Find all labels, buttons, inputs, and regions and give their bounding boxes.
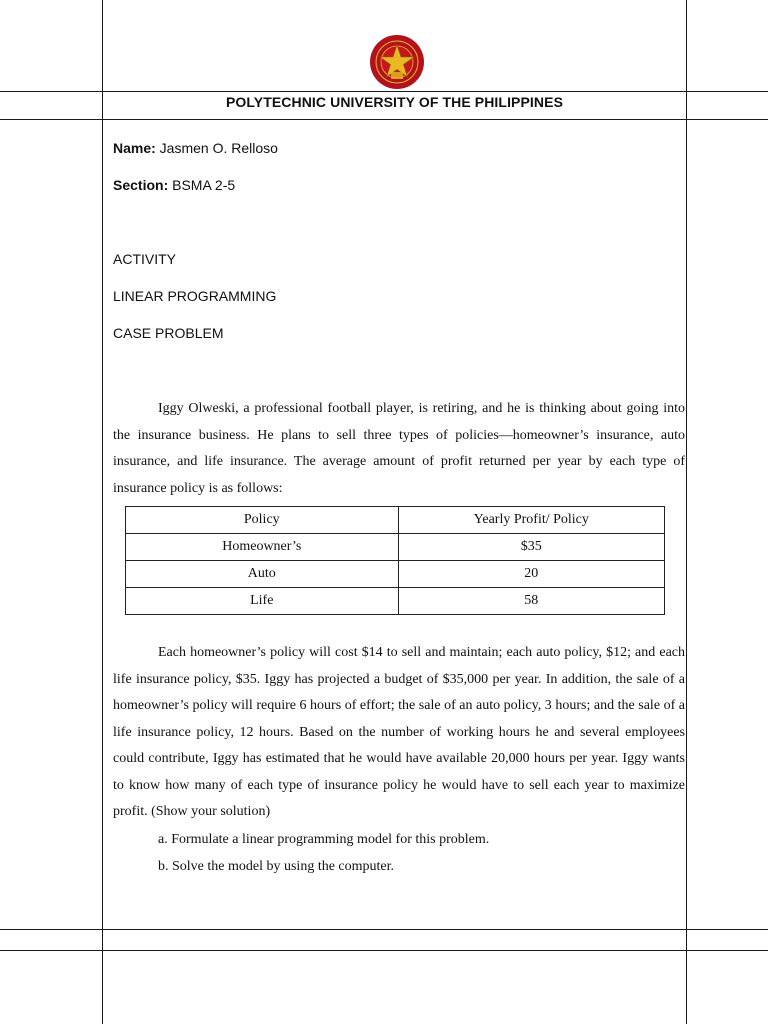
table-header-cell: Yearly Profit/ Policy [398, 507, 664, 534]
task-a: a. Formulate a linear programming model for this problem. [158, 832, 490, 847]
name-field [113, 140, 278, 156]
footer-top-rule [0, 929, 768, 930]
table-cell: $35 [398, 534, 664, 561]
university-seal-icon [362, 34, 432, 90]
name-value: Jasmen O. Relloso [155, 140, 278, 156]
left-margin-rule [102, 0, 103, 1024]
section-value: BSMA 2-5 [168, 177, 236, 193]
case-heading: CASE PROBLEM [113, 325, 224, 341]
table-cell: Life [126, 588, 399, 615]
profit-table [125, 506, 665, 615]
header-bottom-rule [0, 119, 768, 120]
footer-bottom-rule [0, 950, 768, 951]
table-header-row [126, 507, 665, 534]
problem-details-paragraph: Each homeowner’s policy will cost $14 to sell and maintain; each auto policy, $12; and each life insurance policy, $35. Iggy has projected a budget of $35,000 per year. In addition, the sale of a homeowner’s policy will require 6 hours of effort; the sale of an auto policy, 3 hours; and the sale of a life insurance policy, 12 hours. Based on the number of working hours he and several employees could contribute, Iggy has estimated that he would have available 20,000 hours per year. Iggy wants to know how many of each type of insurance policy he would have to sell each year to maximize profit. (Show your solution) [113, 645, 685, 819]
table-row [126, 561, 665, 588]
section-label: Section: [113, 177, 169, 193]
section-field [113, 177, 235, 193]
task-b: b. Solve the model by using the computer. [158, 859, 395, 874]
table-cell: 58 [398, 588, 664, 615]
topic-heading: LINEAR PROGRAMMING [113, 288, 277, 304]
name-label: Name: [113, 140, 156, 156]
table-row [126, 534, 665, 561]
table-header-cell: Policy [126, 507, 399, 534]
problem-intro-paragraph: Iggy Olweski, a professional football player, is retiring, and he is thinking about going into the insurance business. He plans to sell three types of policies—homeowner’s insurance, auto insurance, and life insurance. The average amount of profit returned per year by each type of insurance policy is as follows: [113, 401, 685, 496]
header-top-rule [0, 91, 768, 92]
table-cell: Auto [126, 561, 399, 588]
activity-heading: ACTIVITY [113, 251, 177, 267]
university-title: POLYTECHNIC UNIVERSITY OF THE PHILIPPINES [225, 94, 564, 110]
table-row [126, 588, 665, 615]
table-cell: 20 [398, 561, 664, 588]
right-margin-rule [686, 0, 687, 1024]
table-cell: Homeowner’s [126, 534, 399, 561]
